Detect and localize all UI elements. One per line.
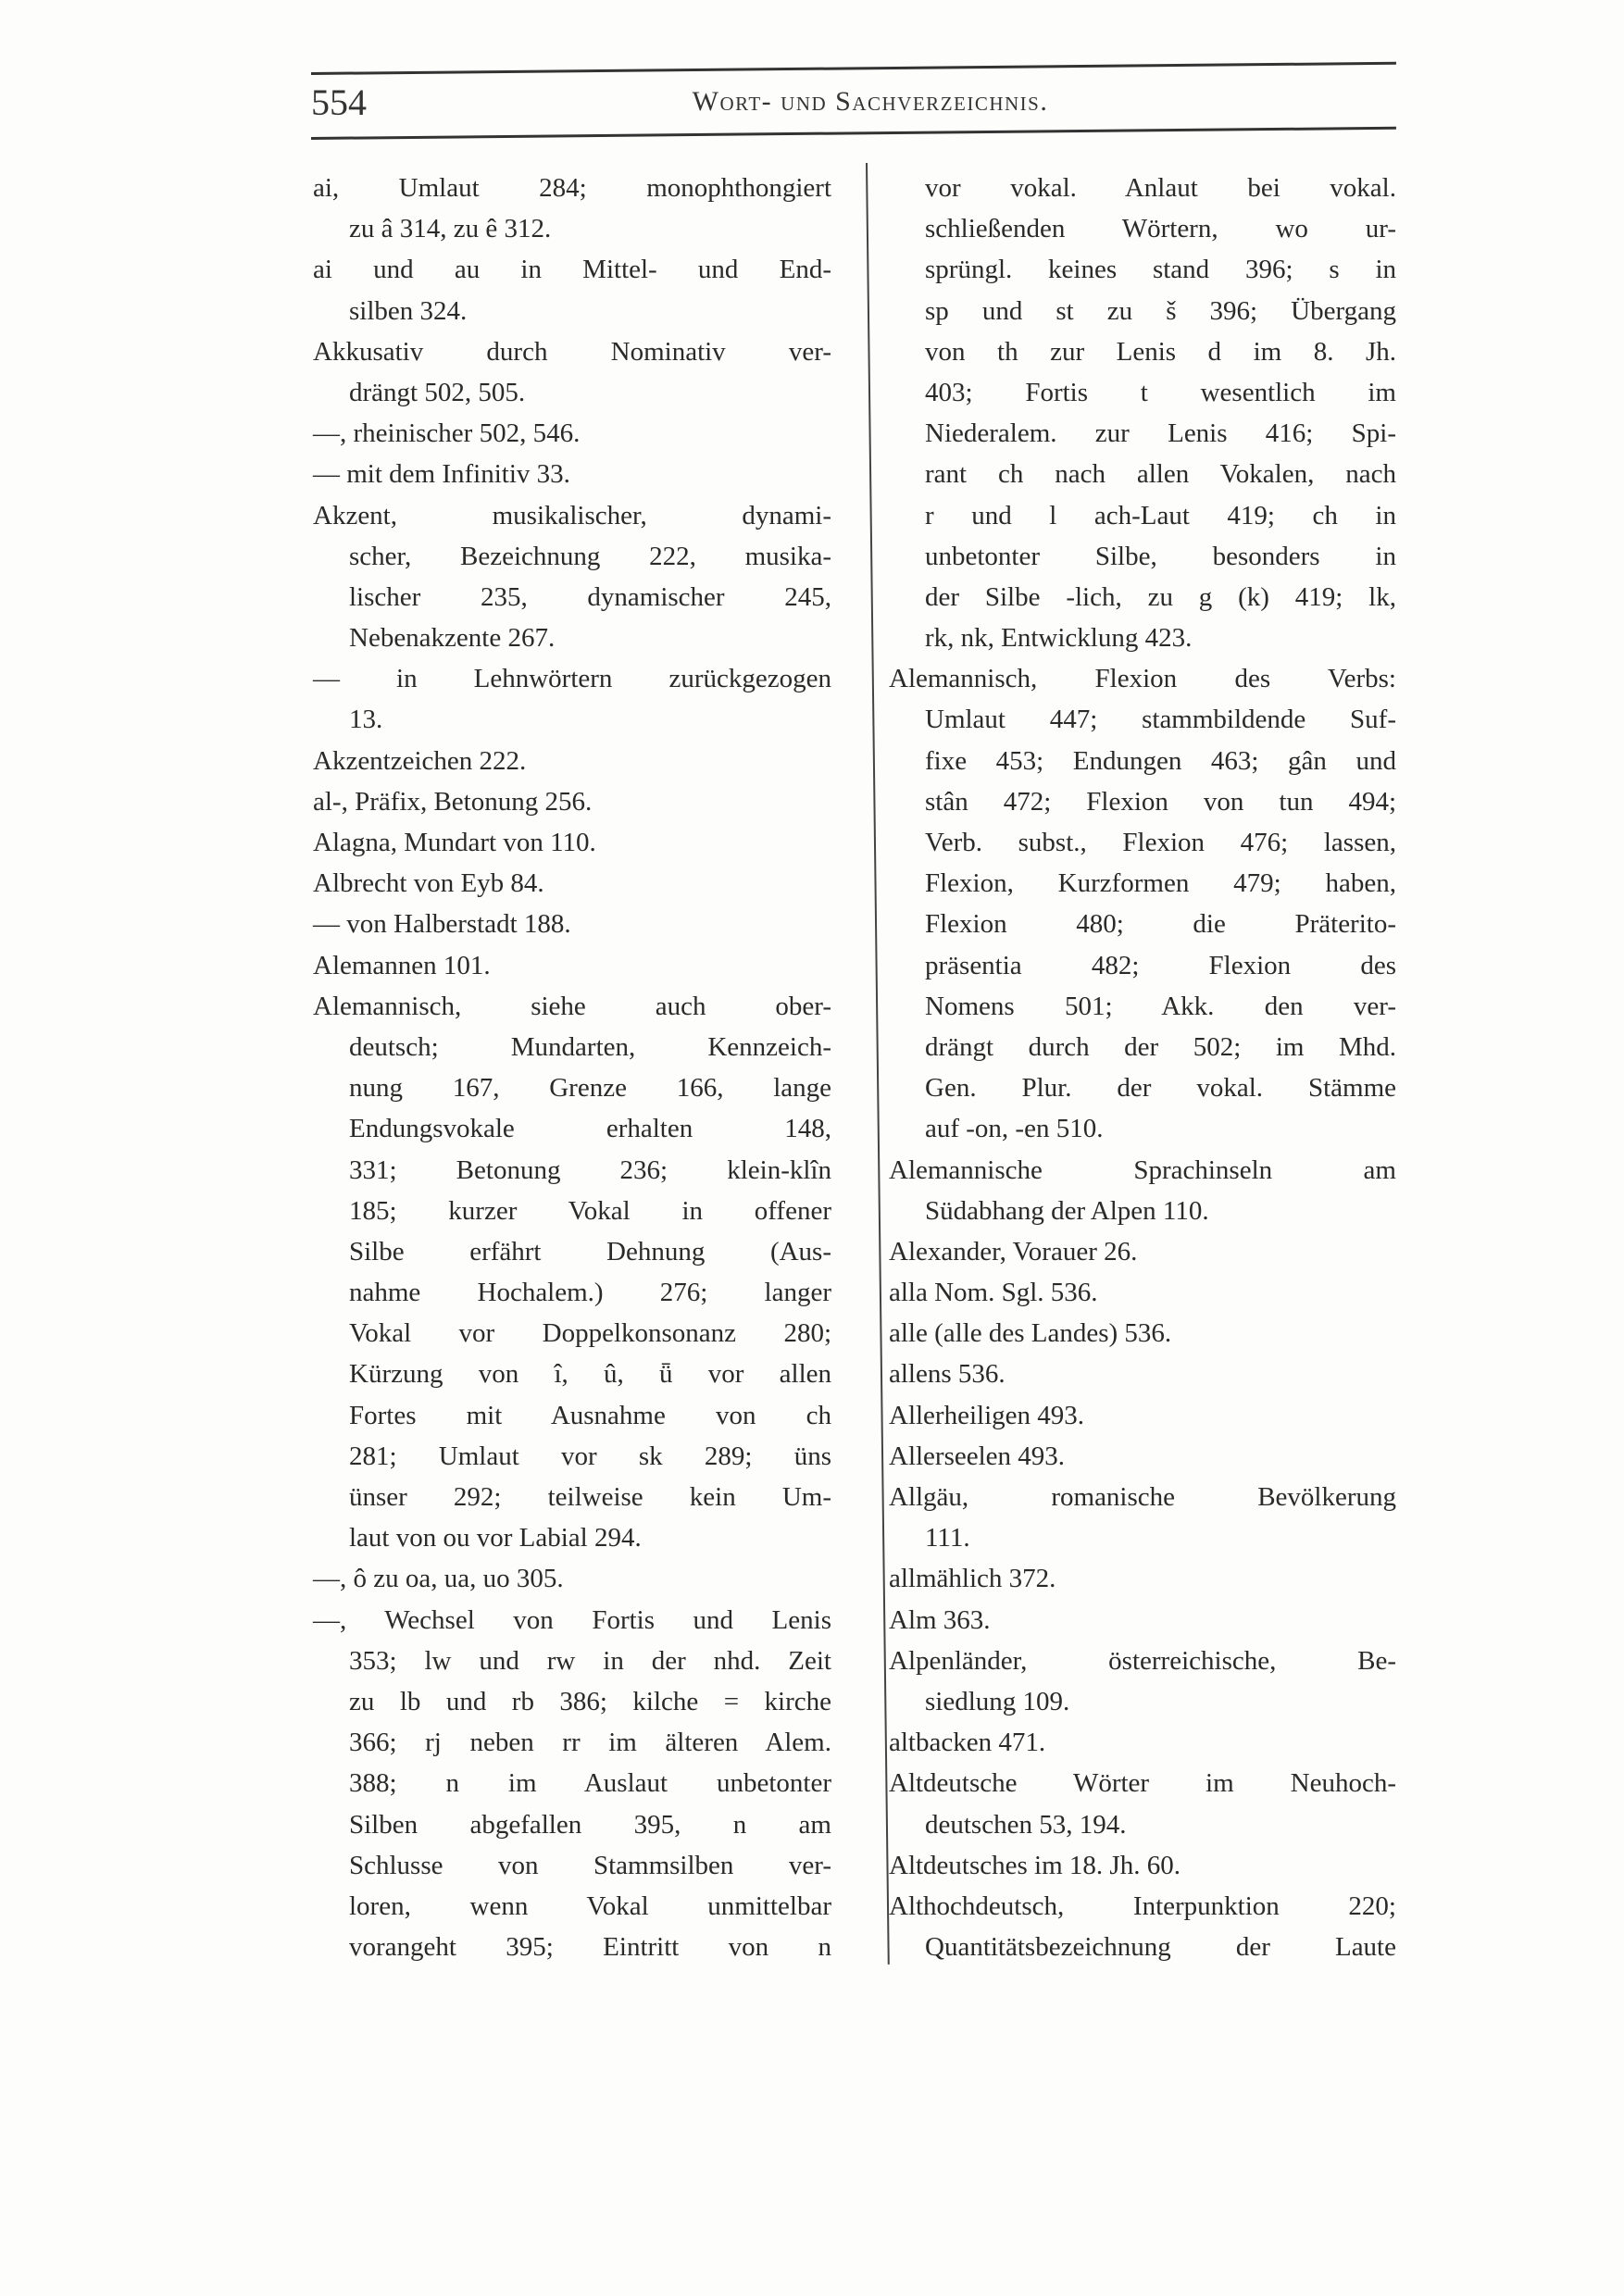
index-entry-continuation-line: lischer 235, dynamischer 245, <box>349 581 831 612</box>
index-entry-line: Alemannisch, Flexion des Verbs: <box>889 664 1396 694</box>
index-column-right <box>889 168 1396 1967</box>
index-entry-continuation-line: rant ch nach allen Vokalen, nach <box>925 459 1396 490</box>
index-entry-continuation-line: Südabhang der Alpen 110. <box>925 1195 1209 1226</box>
index-entry-line: Allerheiligen 493. <box>889 1400 1085 1430</box>
index-entry-continuation-line: nung 167, Grenze 166, lange <box>349 1073 831 1104</box>
index-entry-continuation-line: 353; lw und rw in der nhd. Zeit <box>349 1645 831 1676</box>
index-entry-line: ai und au in Mittel- und End- <box>313 255 831 285</box>
index-entry-continuation-line: drängt 502, 505. <box>349 377 526 407</box>
index-entry-line: Akzentzeichen 222. <box>313 745 527 776</box>
index-entry-continuation-line: vor vokal. Anlaut bei vokal. <box>925 173 1396 203</box>
index-entry-line: Alexander, Vorauer 26. <box>889 1236 1138 1267</box>
index-entry-continuation-line: 388; n im Auslaut unbetonter <box>349 1768 831 1799</box>
index-entry-line: ai, Umlaut 284; monophthongiert <box>313 173 831 203</box>
header-rule-top <box>311 62 1396 75</box>
index-entry-continuation-line: 281; Umlaut vor sk 289; üns <box>349 1441 831 1471</box>
index-entry-continuation-line: rk, nk, Entwicklung 423. <box>925 623 1193 654</box>
index-entry-line: Altdeutsches im 18. Jh. 60. <box>889 1850 1181 1880</box>
index-entry-continuation-line: drängt durch der 502; im Mhd. <box>925 1031 1396 1062</box>
index-entry-continuation-line: 13. <box>349 705 383 735</box>
index-entry-line: allmählich 372. <box>889 1564 1056 1594</box>
index-entry-continuation-line: vorangeht 395; Eintritt von n <box>349 1932 831 1963</box>
index-entry-line: Akzent, musikalischer, dynami- <box>313 500 831 530</box>
index-entry-continuation-line: Verb. subst., Flexion 476; lassen, <box>925 828 1396 857</box>
index-entry-continuation-line: siedlung 109. <box>925 1686 1070 1716</box>
index-entry-continuation-line: Kürzung von î, û, ǖ vor allen <box>349 1359 831 1390</box>
index-entry-continuation-line: präsentia 482; Flexion des <box>925 950 1396 980</box>
index-entry-continuation-line: stân 472; Flexion von tun 494; <box>925 786 1396 817</box>
index-entry-continuation-line: 403; Fortis t wesentlich im <box>925 377 1396 407</box>
index-entry-continuation-line: Niederalem. zur Lenis 416; Spi- <box>925 418 1396 449</box>
index-entry-continuation-line: r und l ach-Laut 419; ch in <box>925 500 1396 530</box>
index-entry-continuation-line: Vokal vor Doppelkonsonanz 280; <box>349 1318 831 1349</box>
index-entry-continuation-line: sprüngl. keines stand 396; s in <box>925 255 1396 285</box>
index-entry-continuation-line: auf -on, -en 510. <box>925 1114 1104 1144</box>
index-entry-continuation-line: ünser 292; teilweise kein Um- <box>349 1482 831 1512</box>
index-column-left <box>313 168 831 1967</box>
index-entry-continuation-line: silben 324. <box>349 295 468 326</box>
index-entry-line: —, Wechsel von Fortis und Lenis <box>313 1604 831 1635</box>
index-entry-continuation-line: loren, wenn Vokal unmittelbar <box>349 1890 831 1921</box>
index-entry-continuation-line: 111. <box>925 1523 970 1554</box>
index-entry-continuation-line: zu lb und rb 386; kilche = kirche <box>349 1686 831 1716</box>
index-entry-continuation-line: Flexion, Kurzformen 479; haben, <box>925 868 1396 899</box>
index-entry-continuation-line: unbetonter Silbe, besonders in <box>925 541 1396 571</box>
index-entry-line: Altdeutsche Wörter im Neuhoch- <box>889 1768 1396 1799</box>
index-entry-continuation-line: schließenden Wörtern, wo ur- <box>925 214 1396 244</box>
index-entry-continuation-line: 331; Betonung 236; klein-klîn <box>349 1154 831 1185</box>
index-entry-line: altbacken 471. <box>889 1728 1046 1758</box>
index-entry-line: Alm 363. <box>889 1604 991 1635</box>
index-entry-continuation-line: Quantitätsbezeichnung der Laute <box>925 1932 1396 1963</box>
index-entry-line: — in Lehnwörtern zurückgezogen <box>313 664 831 694</box>
header-rule-bottom <box>311 127 1396 140</box>
index-entry-line: — mit dem Infinitiv 33. <box>313 459 570 490</box>
index-entry-line: Althochdeutsch, Interpunktion 220; <box>889 1890 1396 1921</box>
index-entry-continuation-line: nahme Hochalem.) 276; langer <box>349 1278 831 1308</box>
index-entry-line: Allerseelen 493. <box>889 1441 1066 1471</box>
index-entry-line: Alemannische Sprachinseln am <box>889 1154 1396 1185</box>
index-entry-line: allens 536. <box>889 1359 1006 1390</box>
index-entry-continuation-line: Nebenakzente 267. <box>349 623 556 654</box>
index-entry-continuation-line: Fortes mit Ausnahme von ch <box>349 1400 831 1430</box>
index-entry-line: Alemannen 101. <box>313 950 491 980</box>
index-entry-continuation-line: scher, Bezeichnung 222, musika- <box>349 541 831 571</box>
index-entry-line: Akkusativ durch Nominativ ver- <box>313 336 831 367</box>
index-entry-continuation-line: 185; kurzer Vokal in offener <box>349 1195 831 1226</box>
index-entry-line: al-, Präfix, Betonung 256. <box>313 786 593 817</box>
index-entry-continuation-line: Silben abgefallen 395, n am <box>349 1809 831 1840</box>
index-entry-continuation-line: laut von ou vor Labial 294. <box>349 1523 642 1554</box>
index-entry-line: Alpenländer, österreichische, Be- <box>889 1645 1396 1676</box>
index-entry-continuation-line: Umlaut 447; stammbildende Suf- <box>925 705 1396 735</box>
index-entry-continuation-line: 366; rj neben rr im älteren Alem. <box>349 1728 831 1758</box>
index-entry-continuation-line: Flexion 480; die Präterito- <box>925 909 1396 940</box>
index-entry-continuation-line: Silbe erfährt Dehnung (Aus- <box>349 1236 831 1267</box>
index-entry-line: alla Nom. Sgl. 536. <box>889 1278 1098 1308</box>
index-entry-line: —, ô zu oa, ua, uo 305. <box>313 1564 564 1594</box>
index-entry-continuation-line: der Silbe -lich, zu g (k) 419; lk, <box>925 581 1396 612</box>
index-entry-line: — von Halberstadt 188. <box>313 909 571 940</box>
index-entry-continuation-line: sp und st zu š 396; Übergang <box>925 295 1396 326</box>
index-entry-line: Alemannisch, siehe auch ober- <box>313 991 831 1021</box>
index-entry-continuation-line: fixe 453; Endungen 463; gân und <box>925 745 1396 776</box>
index-entry-continuation-line: Nomens 501; Akk. den ver- <box>925 991 1396 1021</box>
index-entry-continuation-line: zu â 314, zu ê 312. <box>349 214 552 244</box>
index-entry-line: —, rheinischer 502, 546. <box>313 418 581 449</box>
page-number: 554 <box>311 81 367 123</box>
index-entry-continuation-line: deutsch; Mundarten, Kennzeich- <box>349 1031 831 1062</box>
running-title: Wort- und Sachverzeichnis. <box>692 86 1049 117</box>
index-entry-continuation-line: von th zur Lenis d im 8. Jh. <box>925 336 1396 367</box>
index-entry-line: Alagna, Mundart von 110. <box>313 828 596 857</box>
index-entry-continuation-line: Gen. Plur. der vokal. Stämme <box>925 1073 1396 1104</box>
index-entry-line: Allgäu, romanische Bevölkerung <box>889 1482 1396 1512</box>
index-entry-continuation-line: Schlusse von Stammsilben ver- <box>349 1850 831 1880</box>
column-divider <box>866 163 890 1965</box>
index-entry-line: alle (alle des Landes) 536. <box>889 1318 1172 1349</box>
index-entry-continuation-line: deutschen 53, 194. <box>925 1809 1127 1840</box>
index-entry-continuation-line: Endungsvokale erhalten 148, <box>349 1114 831 1144</box>
index-entry-line: Albrecht von Eyb 84. <box>313 868 544 899</box>
